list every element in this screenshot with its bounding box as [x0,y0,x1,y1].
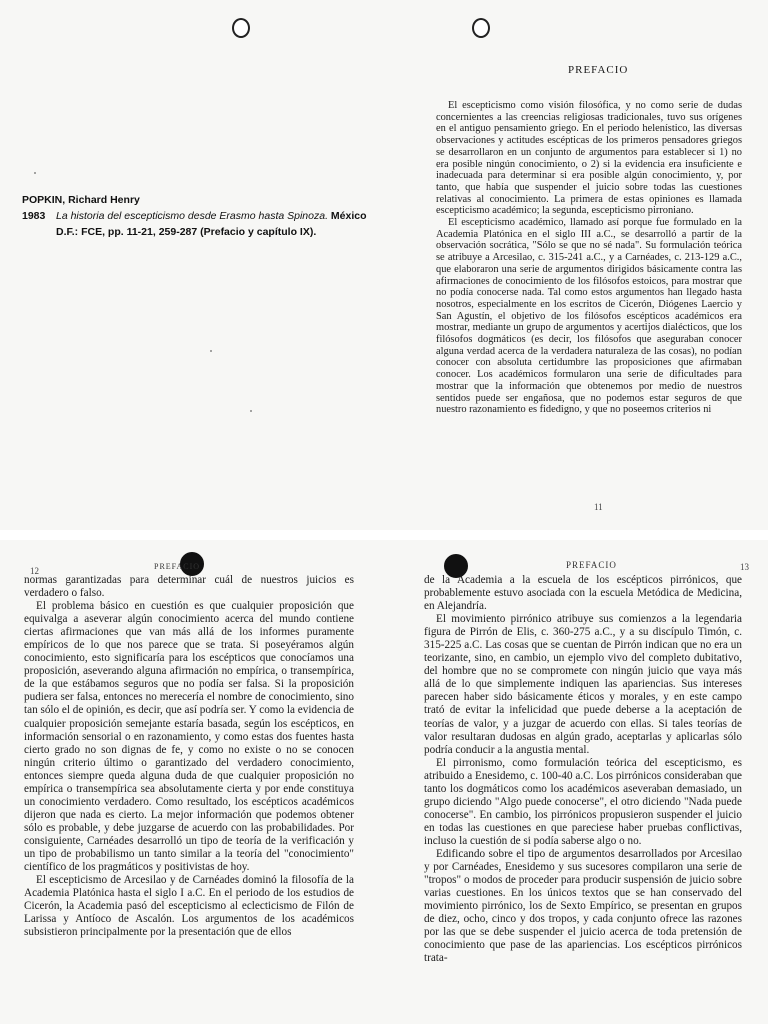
text-column [424,574,742,965]
paper-speck [34,172,36,174]
binder-hole [472,18,490,38]
paragraph: de la Academia a la escuela de los escépticos pirrónicos, que probablemente estuvo asociada con la escuela Metódica de Medicina, en Alejandría. [424,574,742,613]
paragraph: El escepticismo académico, llamado así porque fue formulado en la Academia Platónica en el siglo III a.C., se desarrolló a partir de la observación socrática, "Sólo se que no sé nada". Su formulación teórica se atribuye a Arcesilao, c. 315-241 a.C., y a Carnéades, c. 213-129 a.C., que elaboraron una serie de argumentos dirigidos básicamente contra las afirmaciones de conocimiento de los filósofos estoicos, para mostrar que no podía conocerse nada. Tal como estos argumentos han llegado hasta nosotros, especialmente en los escritos de Cicerón, Diógenes Laercio y San Agustín, el objetivo de los filósofos escépticos académicos era mostrar, mediante un grupo de argumentos y acertijos dialécticos, que los filósofos dogmáticos (es decir, los filósofos que aseguraban conocer alguna verdad acerca de la verdadera naturaleza de las cosas), no podían conocer con absoluta certidumbre las proposiciones que afirmaban conocer. Los académicos formularon una serie de dificultades para mostrar que la información que obtenemos por medio de nuestros sentidos puede ser engañosa, que no podemos estar seguros de que nuestro razonamiento es fidedigno, y que no poseemos criterios ni [436,217,742,416]
running-head: PREFACIO [154,562,201,571]
reference-line-2: D.F.: FCE, pp. 11-21, 259-287 (Prefacio y capítulo IX). [56,226,317,238]
paper-speck [210,350,212,352]
reference-title: La historia del escepticismo desde Erasmo hasta Spinoza. [56,210,328,222]
paper-speck [250,410,252,412]
paragraph: normas garantizadas para determinar cuál de nuestros juicios es verdadero o falso. [24,574,354,600]
preface-text-column [436,100,742,416]
running-head: PREFACIO [566,560,617,570]
page-number: 13 [740,562,749,572]
page-number: 11 [594,502,603,512]
paragraph: El pirronismo, como formulación teórica del escepticismo, es atribuido a Enesidemo, c. 100-40 a.C. Los pirrónicos consideraban que tanto los dogmáticos como los académicos aseveraban demasiado, un grupo diciendo "Algo puede conocerse", el otro diciendo "Nada puede conocerse". En cambio, los pirrónicos propusieron suspender el juicio en todas las cuestiones en que pareciese haber pruebas conflictivas, incluso la cuestión de si podía saberse algo o no. [424,756,742,847]
reference-author: POPKIN, Richard Henry [22,194,140,206]
bibliographic-reference [22,192,382,240]
paragraph: El escepticismo como visión filosófica, y no como serie de dudas concernientes a las creencias religiosas tradicionales, tuvo sus orígenes en el antiguo pensamiento griego. En el periodo helenístico, las diversas observaciones y actitudes escépticas de los primeros pensadores griegos se desarrollaron en un conjunto de argumentos para establecer si 1) no era posible ningún conocimiento, o 2) si la evidencia era insuficiente e inadecuada para determinar si era posible algún conocimiento, y, por tanto, que había que suspender el juicio sobre todas las cuestiones relativas al conocimiento. La primera de estas opiniones es llamada escepticismo académico; la segunda, escepticismo pirroniano. [436,100,742,217]
reference-line-1 [22,208,382,224]
paragraph: El problema básico en cuestión es que cualquier proposición que equivalga a aseverar algún conocimiento acerca del mundo contiene ciertas afirmaciones que van más allá de los informes puramente empíricos de lo que nos parece que se trata. Si poseyéramos algún conocimiento, esto significaría para los escépticos que conocíamos una proposición, aseverando alguna afirmación no empírica, o transempírica, de la que estábamos seguros que no podía ser falsa. Si la proposición pudiera ser falsa, entonces no merecería el nombre de conocimiento, sino tan sólo el de opinión, es decir, que así podría ser. Y como la evidencia de cualquier proposición semejante estaría basada, según los escépticos, en información sensorial o en razonamiento, y como estas dos fuentes hasta cierto grado no son dignas de fe, y como no existe o no se conocen ningún criterio último o garantizado del verdadero conocimiento, entonces siempre queda alguna duda de que cualquier proposición no empírica o transempírica sea absolutamente cierta y por ende constituya un conocimiento verdadero. Como resultado, los escépticos académicos dijeron que nada es cierto. La mejor información que podemos obtener sólo es probable, y debe juzgarse de acuerdo con las probabilidades. Por consiguiente, Carnéades desarrolló un tipo de teoría de la verificación y un tipo de probabilismo un tanto similar a la teoría del "conocimiento" científico de los pragmáticos y positivistas de hoy. [24,600,354,874]
text-column [24,574,354,939]
paragraph: El escepticismo de Arcesilao y de Carnéades dominó la filosofía de la Academia Platónica hasta el siglo I a.C. En el periodo de los estudios de Cicerón, la Academia pasó del escepticismo al eclecticismo de Filón de Larissa y Antíoco de Ascalón. Los argumentos de los académicos subsistieron principalmente por la presentación que de ellos [24,874,354,939]
paragraph: Edificando sobre el tipo de argumentos desarrollados por Arcesilao y por Carnéades, Enesidemo y sus sucesores compilaron una serie de "tropos" o modos de proceder para producir suspensión de juicio sobre varias cuestiones. En los únicos textos que se han conservado del movimiento pirrónico, los de Sexto Empírico, se presentan en grupos de diez, ocho, cinco y dos tropos, y cada conjunto ofrece las razones por las que se debe suspender el juicio acerca de toda pretensión de conocimiento que pase de las apariencias. Los escépticos pirrónicos trata- [424,847,742,965]
reference-place: México [327,210,367,222]
preface-heading: PREFACIO [568,64,629,76]
page-top-left [0,0,384,530]
page-number: 12 [30,566,39,576]
binder-hole [232,18,250,38]
paragraph: El movimiento pirrónico atribuye sus comienzos a la legendaria figura de Pirrón de Elis, c. 360-275 a.C., y a su discípulo Timón, c. 315-225 a.C. Las cosas que se cuentan de Pirrón indican que no era un teorizante, sino, en cambio, un ejemplo vivo del completo dubitativo, del hombre que no se compromete con ningún juicio que vaya más allá de lo que simplemente indiquen las apariencias. Sus intereses parecen haber sido básicamente éticos y morales, y en este campo trató de evitar la infelicidad que puede deberse a la aceptación de teorías de valor, y a juzgar de acuerdo con ellas. Si tales teorías de valor resultaran dudosas en algún grado, aceptarlas y aplicarlas sólo podría conducir a la angustia mental. [424,613,742,756]
reference-year: 1983 [22,210,46,222]
